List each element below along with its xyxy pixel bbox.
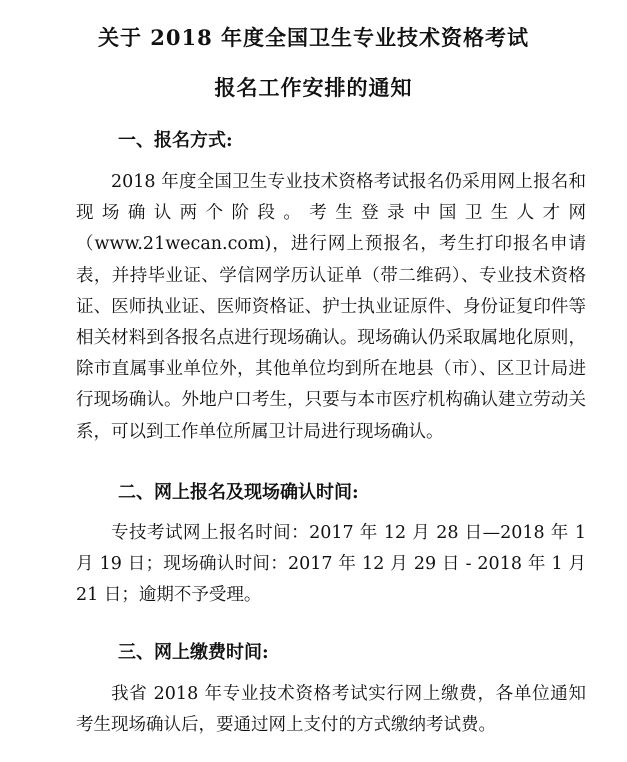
section-body-registration-time: 专技考试网上报名时间：2017 年 12 月 28 日—2018 年 1 月 19 日；现场确认时间：2017 年 12 月 29 日 - 2018 年 1 月 21 日；逾期不予受理。 bbox=[76, 523, 586, 606]
document-title-line1: 关于 2018 年度全国卫生专业技术资格考试 bbox=[97, 25, 530, 50]
section-heading-registration-method: 一、报名方式: bbox=[118, 130, 233, 151]
section-heading-registration-time: 二、网上报名及现场确认时间: bbox=[118, 482, 359, 503]
section-body-registration-method: 2018 年度全国卫生专业技术资格考试报名仍采用网上报名和现场确认两个阶段。考生登录中国卫生人才网（www.21wecan.com)，进行网上预报名，考生打印报名申请表，并持毕业证、学信网学历认证单（带二维码）、专业技术资格证、医师执业证、医师资格证、护士执业证原件、身份证复印件等相关材料到各报名点进行现场确认。现场确认仍采取属地化原则，除市直属事业单位外，其他单位均到所在地县（市）、区卫计局进行现场确认。外地户口考生，只要与本市医疗机构确认建立劳动关系，可以到工作单位所属卫计局进行现场确认。 bbox=[76, 172, 586, 442]
section-body-payment-time: 我省 2018 年专业技术资格考试实行网上缴费，各单位通知考生现场确认后，要通过网上支付的方式缴纳考试费。 bbox=[76, 684, 586, 736]
section-heading-payment-time: 三、网上缴费时间: bbox=[118, 642, 269, 663]
document-title-line2: 报名工作安排的通知 bbox=[214, 75, 413, 100]
